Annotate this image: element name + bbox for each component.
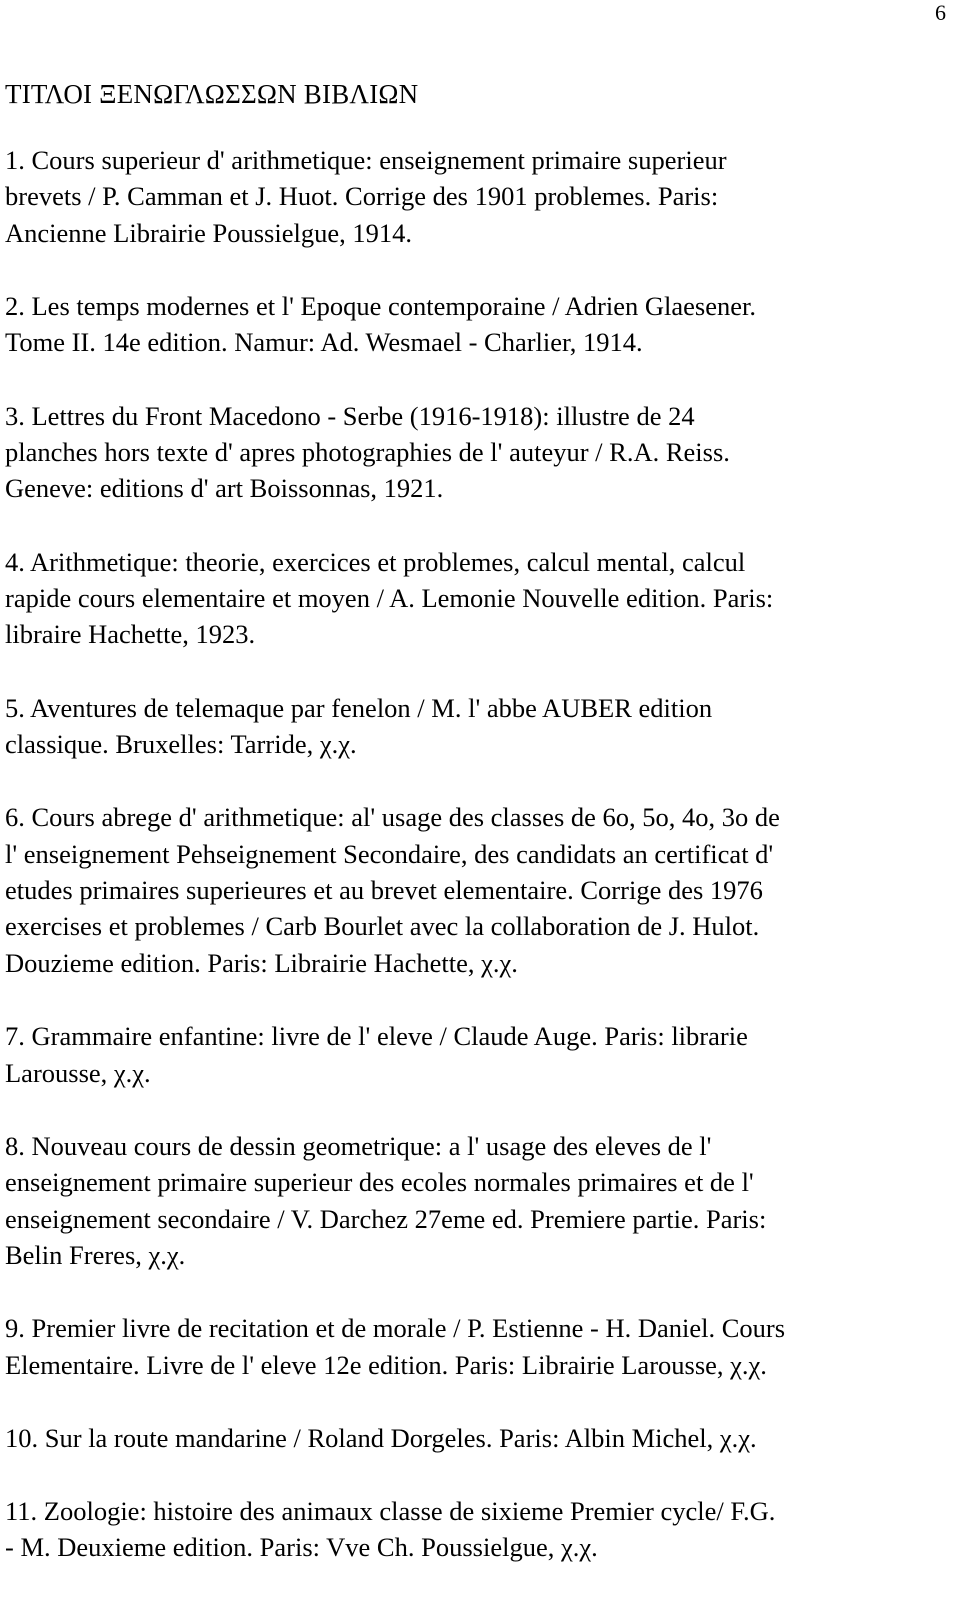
entry-line: 4. Arithmetique: theorie, exercices et problemes, calcul mental, calcul <box>5 546 746 577</box>
entry-line: - M. Deuxieme edition. Paris: Vve Ch. Poussielgue, χ.χ. <box>5 1532 598 1563</box>
bibliography-list <box>5 142 950 1566</box>
entry-line: 3. Lettres du Front Macedono - Serbe (1916-1918): illustre de 24 <box>5 400 695 431</box>
entry-line: classique. Bruxelles: Tarride, χ.χ. <box>5 729 357 760</box>
entry-line: 6. Cours abrege d' arithmetique: al' usage des classes de 6o, 5o, 4o, 3o de <box>5 802 780 833</box>
document-body <box>5 76 950 1603</box>
entry-line: brevets / P. Camman et J. Huot. Corrige des 1901 problemes. Paris: <box>5 181 719 212</box>
entry-line: planches hors texte d' apres photographies de l' auteyur / R.A. Reiss. <box>5 437 730 468</box>
list-item <box>5 142 950 251</box>
list-item <box>5 690 950 763</box>
list-item <box>5 1420 950 1456</box>
entry-line: rapide cours elementaire et moyen / A. Lemonie Nouvelle edition. Paris: <box>5 583 774 614</box>
entry-line: etudes primaires superieures et au brevet elementaire. Corrige des 1976 <box>5 875 763 906</box>
entry-line: 9. Premier livre de recitation et de morale / P. Estienne - H. Daniel. Cours <box>5 1313 786 1344</box>
list-item <box>5 1310 950 1383</box>
entry-line: Tome II. 14e edition. Namur: Ad. Wesmael - Charlier, 1914. <box>5 327 643 358</box>
list-item <box>5 288 950 361</box>
entry-line: enseignement primaire superieur des ecoles normales primaires et de l' <box>5 1167 754 1198</box>
entry-line: 2. Les temps modernes et l' Epoque contemporaine / Adrien Glaesener. <box>5 291 756 322</box>
entry-line: l' enseignement Pehseignement Secondaire, des candidats an certificat d' <box>5 838 774 869</box>
entry-line: libraire Hachette, 1923. <box>5 619 256 650</box>
list-item <box>5 1493 950 1566</box>
entry-line: Elementaire. Livre de l' eleve 12e edition. Paris: Librairie Larousse, χ.χ. <box>5 1349 767 1380</box>
entry-line: exercises et problemes / Carb Bourlet avec la collaboration de J. Hulot. <box>5 911 760 942</box>
entry-line: Geneve: editions d' art Boissonnas, 1921. <box>5 473 444 504</box>
entry-line: Belin Freres, χ.χ. <box>5 1239 186 1270</box>
entry-line: enseignement secondaire / V. Darchez 27eme ed. Premiere partie. Paris: <box>5 1203 767 1234</box>
entry-line: 5. Aventures de telemaque par fenelon / M. l' abbe AUBER edition <box>5 692 713 723</box>
list-item <box>5 544 950 653</box>
page-number: 6 <box>935 0 946 25</box>
list-item <box>5 799 950 981</box>
entry-line: 11. Zoologie: histoire des animaux classe de sixieme Premier cycle/ F.G. <box>5 1495 776 1526</box>
entry-line: Douzieme edition. Paris: Librairie Hachette, χ.χ. <box>5 947 518 978</box>
list-item <box>5 1018 950 1091</box>
list-item <box>5 1128 950 1274</box>
list-item <box>5 398 950 507</box>
page-title: ΤΙΤΛΟΙ ΞΕΝΩΓΛΩΣΣΩΝ ΒΙΒΛΙΩΝ <box>5 79 419 109</box>
entry-line: Larousse, χ.χ. <box>5 1057 151 1088</box>
entry-line: 8. Nouveau cours de dessin geometrique: a l' usage des eleves de l' <box>5 1130 712 1161</box>
entry-line: 10. Sur la route mandarine / Roland Dorgeles. Paris: Albin Michel, χ.χ. <box>5 1422 757 1453</box>
entry-line: 7. Grammaire enfantine: livre de l' eleve / Claude Auge. Paris: librarie <box>5 1021 748 1052</box>
entry-line: 1. Cours superieur d' arithmetique: enseignement primaire superieur <box>5 145 727 175</box>
entry-line: Ancienne Librairie Poussielgue, 1914. <box>5 217 412 248</box>
